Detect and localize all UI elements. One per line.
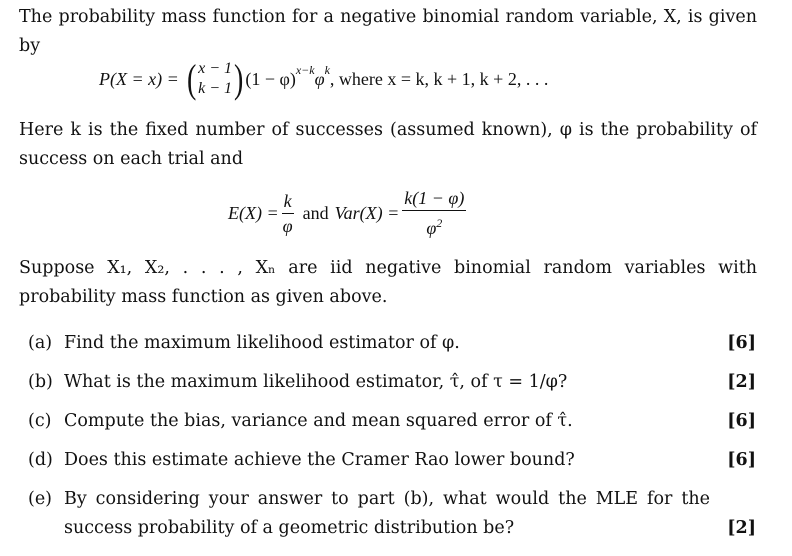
question-label: (a): [28, 333, 53, 353]
binomial-coefficient: [185, 56, 246, 101]
question-marks: [6]: [727, 411, 756, 431]
pmf-equation: [99, 48, 548, 110]
binom-top: x − 1: [198, 60, 232, 77]
question-label: (e): [28, 489, 53, 509]
variance-denominator-exponent: 2: [436, 216, 443, 230]
expectation-numerator: k: [282, 191, 294, 214]
question-e: [28, 485, 756, 545]
variance-numerator: k(1 − φ): [402, 188, 466, 211]
binom-bottom: k − 1: [198, 80, 232, 97]
pmf-phi: φ: [314, 68, 325, 89]
moments-equation: [228, 185, 469, 241]
variance-lhs: Var(X) =: [334, 202, 400, 223]
variance-fraction: [402, 188, 466, 238]
question-marks: [2]: [727, 518, 756, 538]
pmf-factor: (1 − φ): [245, 68, 296, 89]
assumptions-paragraph: Here k is the fixed number of successes (assumed known), φ is the probability of success on each trial and: [19, 120, 757, 169]
expectation-denominator: φ: [282, 215, 293, 236]
pmf-support: , where x = k, k + 1, k + 2, . . .: [329, 68, 549, 89]
expectation-fraction: [282, 191, 294, 236]
question-c: [28, 407, 756, 436]
question-b: [28, 368, 756, 397]
right-paren: ): [233, 56, 244, 101]
pmf-lhs: P(X = x) =: [99, 68, 179, 89]
and-word: and: [302, 202, 329, 223]
question-label: (b): [28, 372, 53, 392]
expectation-lhs: E(X) =: [228, 202, 279, 223]
pmf-exponent-1: x−k: [295, 62, 315, 77]
question-label: (c): [28, 411, 52, 431]
question-text: Find the maximum likelihood estimator of φ.: [64, 333, 460, 353]
question-marks: [6]: [727, 450, 756, 470]
question-text: By considering your answer to part (b), what would the MLE for the success probability of a geometric distribution be?: [64, 489, 710, 538]
question-label: (d): [28, 450, 53, 470]
question-a: [28, 329, 756, 358]
question-marks: [6]: [727, 333, 756, 353]
question-text: Does this estimate achieve the Cramer Rao lower bound?: [64, 450, 575, 470]
question-text: Compute the bias, variance and mean squared error of τ̂.: [64, 411, 573, 431]
question-d: [28, 446, 756, 475]
iid-paragraph: Suppose X₁, X₂, . . . , Xₙ are iid negative binomial random variables with probability mass function as given above.: [19, 258, 757, 307]
variance-denominator: φ: [426, 218, 437, 238]
intro-paragraph: The probability mass function for a negative binomial random variable, X, is given by: [19, 7, 757, 56]
question-text: What is the maximum likelihood estimator, τ̂, of τ = 1/φ?: [64, 372, 568, 392]
pmf-exponent-2: k: [324, 62, 330, 77]
left-paren: (: [186, 56, 197, 101]
question-marks: [2]: [727, 372, 756, 392]
